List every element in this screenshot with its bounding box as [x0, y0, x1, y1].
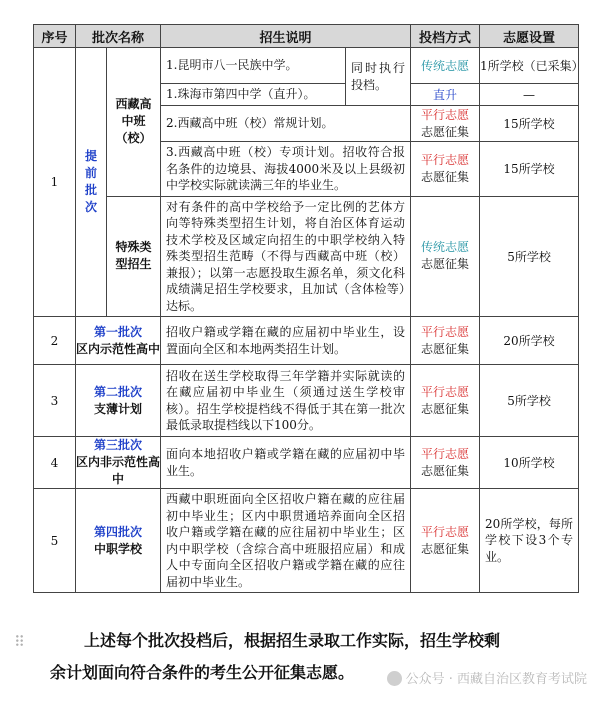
slots-cell: —: [480, 84, 579, 106]
description-cell: 招收户籍或学籍在藏的应届初中毕业生，设置面向全区和本地两类招生计划。: [161, 317, 411, 365]
admission-table: [33, 24, 584, 593]
table-row: [34, 317, 579, 365]
method-cell: 平行志愿 志愿征集: [411, 317, 480, 365]
row-index: 4: [34, 437, 76, 489]
footnote-area: [0, 625, 605, 705]
header-batch-name: 批次名称: [76, 25, 161, 48]
method-cell: 传统志愿 志愿征集: [411, 196, 480, 317]
sub-batch-tibet-class: 西藏高中班（校）: [107, 48, 161, 197]
table-row: [34, 437, 579, 489]
header-method: 投档方式: [411, 25, 480, 48]
description-cell: 1.珠海市第四中学（直升）。: [161, 84, 346, 106]
header-slots: 志愿设置: [480, 25, 579, 48]
method-cell: 传统志愿: [411, 48, 480, 84]
slots-cell: 10所学校: [480, 437, 579, 489]
table-row: [34, 489, 579, 593]
slots-cell: 20所学校: [480, 317, 579, 365]
method-cell: 平行志愿 志愿征集: [411, 489, 480, 593]
batch-name: 第三批次 区内非示范性高中: [76, 437, 161, 489]
method-cell: 直升: [411, 84, 480, 106]
table-row: [34, 48, 579, 84]
row-index: 3: [34, 365, 76, 437]
drag-handle-icon[interactable]: ⠿: [14, 633, 23, 651]
batch-name: 第一批次 区内示范性高中: [76, 317, 161, 365]
slots-cell: 20所学校，每所学校下设3个专业。: [480, 489, 579, 593]
description-cell: 招收在送生学校取得三年学籍并实际就读的在藏应届初中毕业生（须通过送生学校审核）。招生学校提档线不得低于其在第一批次最低录取提档线以下100分。: [161, 365, 411, 437]
header-description: 招生说明: [161, 25, 411, 48]
row-index: 5: [34, 489, 76, 593]
row-index: 1: [34, 48, 76, 317]
row-index: 2: [34, 317, 76, 365]
wechat-icon: [387, 671, 402, 686]
table-row: [34, 196, 579, 317]
sub-batch-special: 特殊类型招生: [107, 196, 161, 317]
slots-cell: 1所学校（已采集）: [480, 48, 579, 84]
method-cell: 平行志愿 志愿征集: [411, 142, 480, 197]
description-cell: 2.西藏高中班（校）常规计划。: [161, 106, 411, 142]
slots-cell: 5所学校: [480, 196, 579, 317]
description-cell: 1.昆明市八一民族中学。: [161, 48, 346, 84]
header-index: 序号: [34, 25, 76, 48]
slots-cell: 15所学校: [480, 142, 579, 197]
batch-name: 第四批次 中职学校: [76, 489, 161, 593]
method-cell: 平行志愿 志愿征集: [411, 365, 480, 437]
batch-name: 第二批次 支薄计划: [76, 365, 161, 437]
table-row: [34, 365, 579, 437]
method-cell: 平行志愿 志愿征集: [411, 106, 480, 142]
shared-note-cell: 同时执行投档。: [346, 48, 411, 106]
watermark: 公众号 · 西藏自治区教育考试院: [387, 668, 587, 687]
description-cell: 面向本地招收户籍或学籍在藏的应届初中毕业生。: [161, 437, 411, 489]
footnote-paragraph: 上述每个批次投档后，根据招生录取工作实际，招生学校剩 余计划面向符合条件的考生公开征集志愿。: [50, 631, 501, 682]
slots-cell: 5所学校: [480, 365, 579, 437]
description-cell: 3.西藏高中班（校）专项计划。招收符合报名条件的边境县、海拔4000米及以上县级初中学校实际就读满三年的毕业生。: [161, 142, 411, 197]
method-cell: 平行志愿 志愿征集: [411, 437, 480, 489]
table-header-row: [34, 25, 579, 48]
slots-cell: 15所学校: [480, 106, 579, 142]
batch-name-advance: 提前批次: [76, 48, 107, 317]
description-cell: 对有条件的高中学校给予一定比例的艺体方向等特殊类型招生计划，将自治区体育运动技术学校及区域定向招生的中职学校纳入特殊类型招生范畴（不得与西藏高中班（校）兼报）；以第一志愿投取生源名单，须文化科成绩满足招生学校要求，且加试（含体检等）达标。: [161, 196, 411, 317]
description-cell: 西藏中职班面向全区招收户籍在藏的应往届初中毕业生；区内中职贯通培养面向全区招收户籍或学籍在藏的应往届初中毕业生；区内中职学校（含综合高中班服招应届）和成人中专面向全区招收户籍或学籍在藏的应往届初中毕业生。: [161, 489, 411, 593]
